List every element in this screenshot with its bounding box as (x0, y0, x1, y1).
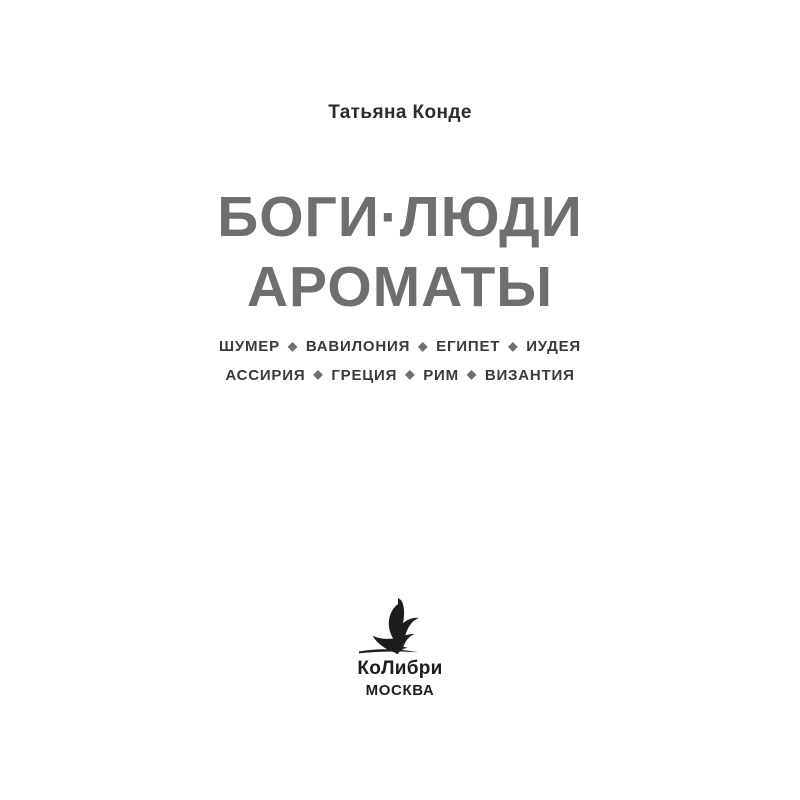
subtitle-term: ИУДЕЯ (526, 338, 582, 355)
book-author: Татьяна Конде (328, 102, 472, 123)
subtitle-term: РИМ (423, 366, 459, 384)
subtitle-line-1 (0, 333, 800, 362)
diamond-separator-icon: ◆ (466, 367, 477, 381)
subtitle-term: ВАВИЛОНИЯ (305, 338, 411, 355)
title-line-1: БОГИ·ЛЮДИ (217, 185, 583, 249)
diamond-separator-icon: ◆ (418, 338, 429, 353)
book-title (0, 185, 800, 319)
diamond-separator-icon: ◆ (313, 367, 324, 381)
subtitle-term: ВИЗАНТИЯ (484, 366, 575, 384)
publisher-name: КоЛибри (357, 658, 443, 679)
title-line-2: АРОМАТЫ (246, 254, 554, 319)
book-subtitle (0, 333, 800, 390)
subtitle-term: ГРЕЦИЯ (331, 366, 398, 384)
subtitle-line-2 (0, 362, 800, 391)
subtitle-term: АССИРИЯ (225, 366, 306, 384)
flying-bird-icon (357, 596, 443, 654)
publisher-block (0, 596, 800, 699)
subtitle-term: ШУМЕР (218, 338, 280, 355)
diamond-separator-icon: ◆ (508, 338, 519, 353)
diamond-separator-icon: ◆ (287, 338, 298, 353)
subtitle-term: ЕГИПЕТ (436, 338, 501, 355)
publisher-city: МОСКВА (365, 682, 435, 699)
diamond-separator-icon: ◆ (405, 367, 416, 381)
